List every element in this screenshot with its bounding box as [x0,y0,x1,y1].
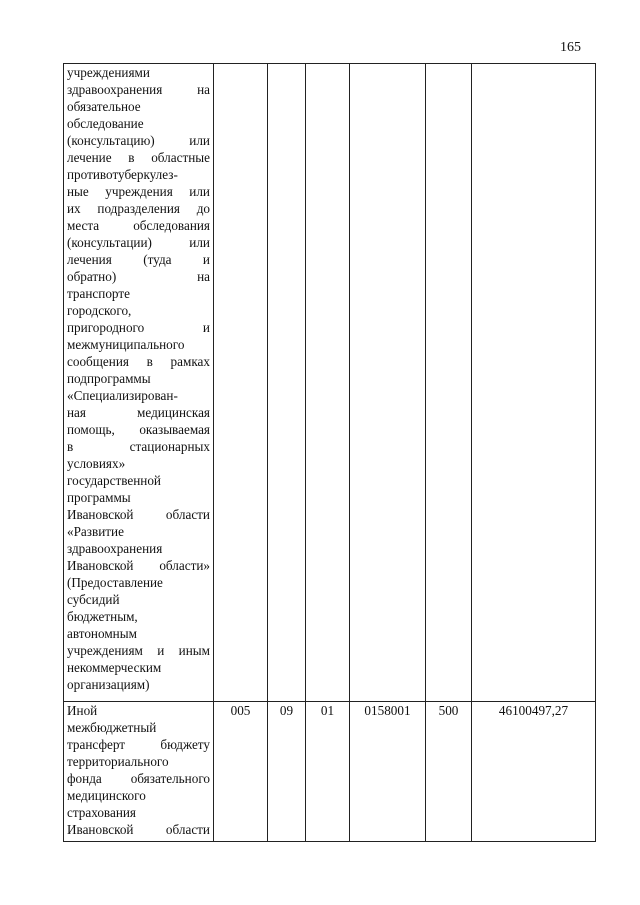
name-line: межбюджетный [67,720,157,735]
target-article-cell [350,64,426,702]
name-line: Ивановской области [67,507,210,522]
name-line: территориального [67,754,169,769]
table-row [64,702,596,842]
name-line: места обследования [67,218,210,233]
name-line: ные учреждения или [67,184,210,199]
name-line: пригородного и [67,320,210,335]
amount-cell [472,64,596,702]
name-line: (консультацию) или [67,133,210,148]
name-line: (консультации) или [67,235,210,250]
section-code-cell [268,64,306,702]
name-line: в стационарных [67,439,210,454]
name-line: государственной [67,473,161,488]
amount-cell: 46100497,27 [472,702,596,842]
name-line: обратно) на [67,269,210,284]
name-line: здравоохранения на [67,82,210,97]
name-line: их подразделения до [67,201,210,216]
name-line: «Развитие [67,524,124,539]
name-line: здравоохранения [67,541,163,556]
name-line: Ивановской области [67,822,210,837]
name-line: страхования [67,805,136,820]
name-line: бюджетным, [67,609,138,624]
name-line: некоммерческим [67,660,162,675]
name-line: фонда обязательного [67,771,210,786]
name-line: программы [67,490,131,505]
name-line: учреждениями [67,65,150,80]
name-line: Ивановской области» [67,558,210,573]
name-line: помощь, оказываемая [67,422,210,437]
name-line: Иной [67,703,98,718]
page-number: 165 [560,40,581,55]
name-line: трансферт бюджету [67,737,210,752]
name-line: субсидий [67,592,120,607]
target-article-cell: 0158001 [350,702,426,842]
name-line: (Предоставление [67,575,163,590]
name-line: сообщения в рамках [67,354,210,369]
name-line: лечения (туда и [67,252,210,267]
section-code-cell: 09 [268,702,306,842]
subsection-code-cell [306,64,350,702]
ministry-code-cell: 005 [214,702,268,842]
name-line: условиях» [67,456,126,471]
name-line: «Специализирован- [67,388,178,403]
subsection-code-cell: 01 [306,702,350,842]
row-name-cell [64,702,214,842]
budget-table [63,63,596,842]
name-line: организациям) [67,677,150,692]
name-line: ная медицинская [67,405,210,420]
name-line: межмуниципального [67,337,185,352]
name-line: лечение в областные [67,150,210,165]
name-line: обследование [67,116,144,131]
row-name-cell [64,64,214,702]
name-line: автономным [67,626,137,641]
expense-type-cell [426,64,472,702]
name-line: учреждениям и иным [67,643,210,658]
ministry-code-cell [214,64,268,702]
name-line: медицинского [67,788,146,803]
name-line: подпрограммы [67,371,151,386]
name-line: обязательное [67,99,141,114]
name-line: транспорте [67,286,130,301]
table-row [64,64,596,702]
name-line: городского, [67,303,132,318]
name-line: противотуберкулез- [67,167,178,182]
expense-type-cell: 500 [426,702,472,842]
